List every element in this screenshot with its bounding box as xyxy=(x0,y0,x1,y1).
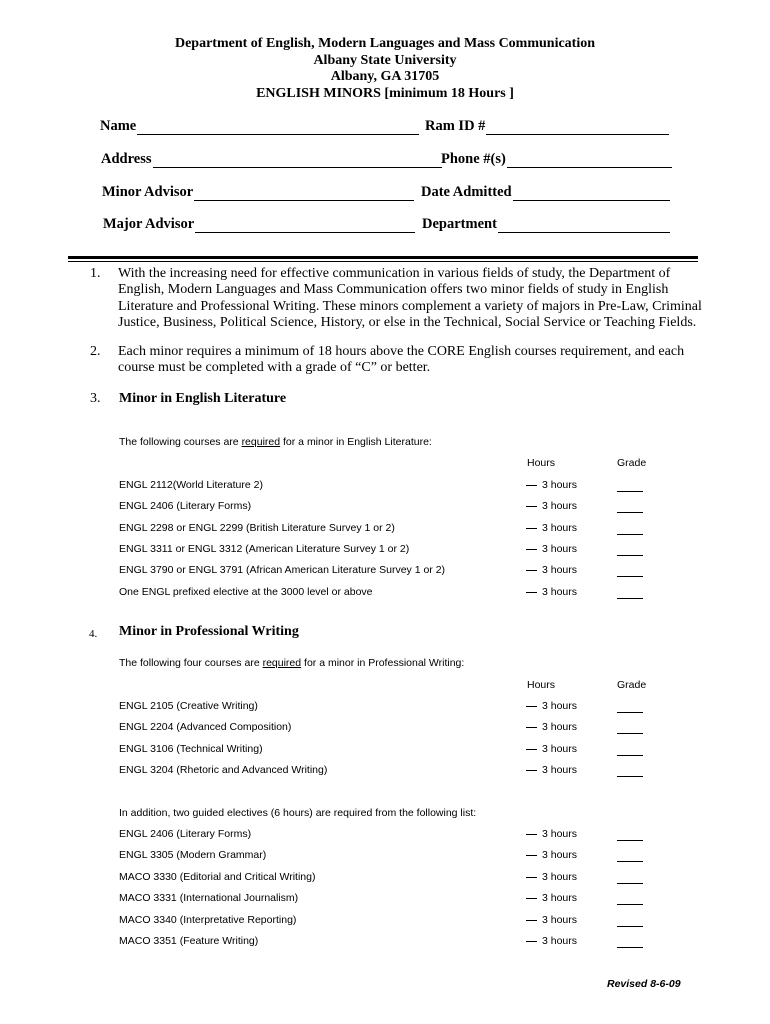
writing-section-title: Minor in Professional Writing xyxy=(119,624,299,639)
course-hours: 3 hours xyxy=(542,849,578,862)
literature-course-row xyxy=(0,564,770,578)
item-1-number: 1. xyxy=(90,266,101,281)
form-row-4 xyxy=(0,215,770,235)
department-label: Department xyxy=(422,216,497,232)
literature-required-text: required xyxy=(241,436,281,448)
phone-field[interactable] xyxy=(441,150,672,168)
literature-course-row xyxy=(0,479,770,493)
item-2-line: Each minor requires a minimum of 18 hours above the CORE English courses requirement, and each xyxy=(118,344,685,359)
literature-course-row xyxy=(0,522,770,536)
course-name: ENGL 3204 (Rhetoric and Advanced Writing) xyxy=(119,763,328,776)
item-3-number: 3. xyxy=(90,391,101,406)
item-4-number: 4. xyxy=(89,628,98,640)
course-name: ENGL 2204 (Advanced Composition) xyxy=(119,721,292,734)
dash-mark xyxy=(526,592,537,593)
writing-grade-header: Grade xyxy=(617,679,647,691)
dash-mark xyxy=(526,834,537,835)
ram-id-line[interactable] xyxy=(486,118,669,135)
date-admitted-line[interactable] xyxy=(513,184,670,201)
elective-course-row xyxy=(0,914,770,928)
grade-blank[interactable] xyxy=(617,733,643,734)
name-field[interactable] xyxy=(100,117,419,135)
divider-thin xyxy=(68,261,698,262)
literature-intro xyxy=(119,436,432,448)
revision-date: Revised 8-6-09 xyxy=(607,978,681,990)
dash-mark xyxy=(526,485,537,486)
course-hours: 3 hours xyxy=(542,828,578,840)
item-1-line: With the increasing need for effective communication in various fields of study, the Department of xyxy=(118,266,671,281)
course-hours: 3 hours xyxy=(542,521,578,534)
elective-course-row xyxy=(0,828,770,842)
course-name: ENGL 2406 (Literary Forms) xyxy=(119,828,252,840)
form-row-2 xyxy=(0,150,770,170)
grade-blank[interactable] xyxy=(617,491,643,492)
grade-blank[interactable] xyxy=(617,512,643,513)
form-row-1 xyxy=(0,117,770,137)
department-line[interactable] xyxy=(498,216,670,233)
course-name: MACO 3351 (Feature Writing) xyxy=(119,935,259,947)
course-name: ENGL 2105 (Creative Writing) xyxy=(119,700,258,712)
course-name: ENGL 2112(World Literature 2) xyxy=(119,479,263,491)
course-hours: 3 hours xyxy=(542,585,578,598)
item-1-line: Literature and Professional Writing. These minors complement a variety of majors in Pre-Law, Criminal xyxy=(118,298,702,314)
grade-blank[interactable] xyxy=(617,776,643,777)
writing-course-row xyxy=(0,700,770,714)
course-hours: 3 hours xyxy=(542,564,578,577)
university-location: Albany, GA 31705 xyxy=(330,69,440,84)
grade-blank[interactable] xyxy=(617,712,643,713)
ram-id-field[interactable] xyxy=(425,117,669,135)
major-advisor-field[interactable] xyxy=(103,215,415,233)
course-name: MACO 3330 (Editorial and Critical Writing) xyxy=(119,870,316,883)
dash-mark xyxy=(526,877,537,878)
department-field[interactable] xyxy=(422,215,670,233)
minor-advisor-field[interactable] xyxy=(102,183,414,201)
literature-intro-after: for a minor in English Literature: xyxy=(280,436,432,448)
grade-blank[interactable] xyxy=(617,861,643,862)
course-hours: 3 hours xyxy=(542,721,578,734)
dash-mark xyxy=(526,528,537,529)
grade-blank[interactable] xyxy=(617,904,643,905)
minor-advisor-label: Minor Advisor xyxy=(102,184,194,200)
course-name: ENGL 3311 or ENGL 3312 (American Literature Survey 1 or 2) xyxy=(119,542,410,555)
item-1-text xyxy=(118,266,702,331)
course-name: MACO 3331 (International Journalism) xyxy=(119,892,299,905)
course-hours: 3 hours xyxy=(542,913,578,926)
minor-advisor-line[interactable] xyxy=(194,184,414,201)
course-name: ENGL 2298 or ENGL 2299 (British Literature Survey 1 or 2) xyxy=(119,521,395,534)
name-line[interactable] xyxy=(137,118,419,135)
major-advisor-label: Major Advisor xyxy=(103,216,195,232)
grade-blank[interactable] xyxy=(617,883,643,884)
dash-mark xyxy=(526,920,537,921)
writing-intro-before: The following four courses are xyxy=(119,657,263,669)
writing-course-row xyxy=(0,743,770,757)
form-row-3 xyxy=(0,183,770,203)
address-line[interactable] xyxy=(153,151,442,168)
grade-blank[interactable] xyxy=(617,947,643,948)
item-2-number: 2. xyxy=(90,344,101,359)
document-header xyxy=(0,36,770,102)
dash-mark xyxy=(526,706,537,707)
grade-blank[interactable] xyxy=(617,598,643,599)
dash-mark xyxy=(526,749,537,750)
major-advisor-line[interactable] xyxy=(195,216,415,233)
grade-blank[interactable] xyxy=(617,755,643,756)
electives-intro: In addition, two guided electives (6 hours) are required from the following list: xyxy=(119,807,477,819)
writing-hours-header: Hours xyxy=(527,679,556,691)
course-name: ENGL 2406 (Literary Forms) xyxy=(119,500,252,513)
dash-mark xyxy=(526,506,537,507)
writing-course-row xyxy=(0,764,770,778)
date-admitted-label: Date Admitted xyxy=(421,184,512,200)
course-hours: 3 hours xyxy=(542,700,578,712)
grade-blank[interactable] xyxy=(617,926,643,927)
item-2-text xyxy=(118,344,685,377)
dash-mark xyxy=(526,898,537,899)
dash-mark xyxy=(526,941,537,942)
address-field[interactable] xyxy=(101,150,442,168)
dash-mark xyxy=(526,549,537,550)
grade-blank[interactable] xyxy=(617,555,643,556)
course-hours: 3 hours xyxy=(542,892,578,905)
grade-blank[interactable] xyxy=(617,840,643,841)
course-name: ENGL 3305 (Modern Grammar) xyxy=(119,849,267,862)
phone-label: Phone #(s) xyxy=(441,151,506,167)
address-label: Address xyxy=(101,151,152,167)
literature-course-row xyxy=(0,500,770,514)
writing-intro xyxy=(119,657,464,669)
name-label: Name xyxy=(100,118,137,134)
course-name: ENGL 3106 (Technical Writing) xyxy=(119,742,263,755)
dash-mark xyxy=(526,770,537,771)
grade-blank[interactable] xyxy=(617,576,643,577)
writing-intro-after: for a minor in Professional Writing: xyxy=(301,657,465,669)
university-name: Albany State University xyxy=(313,52,457,68)
elective-course-row xyxy=(0,871,770,885)
course-name: MACO 3340 (Interpretative Reporting) xyxy=(119,913,297,926)
course-hours: 3 hours xyxy=(542,870,578,883)
grade-blank[interactable] xyxy=(617,534,643,535)
literature-grade-header: Grade xyxy=(617,457,647,469)
elective-course-row xyxy=(0,935,770,949)
course-hours: 3 hours xyxy=(542,542,578,555)
department-title: Department of English, Modern Languages and Mass Communication xyxy=(174,36,596,51)
literature-section-title: Minor in English Literature xyxy=(119,391,287,406)
course-hours: 3 hours xyxy=(542,763,578,776)
item-1-line: English, Modern Languages and Mass Communication offers two minor fields of study in English xyxy=(118,282,669,298)
course-hours: 3 hours xyxy=(542,935,578,947)
course-name: ENGL 3790 or ENGL 3791 (African American Literature Survey 1 or 2) xyxy=(119,564,446,577)
course-hours: 3 hours xyxy=(542,742,578,755)
item-1-line: Justice, Business, Political Science, History, or else in the Technical, Social Service or Teaching Fields. xyxy=(118,314,697,330)
divider-thick xyxy=(68,256,698,259)
elective-course-row xyxy=(0,849,770,863)
writing-required-text: required xyxy=(262,657,302,669)
literature-course-row xyxy=(0,586,770,600)
literature-course-row xyxy=(0,543,770,557)
date-admitted-field[interactable] xyxy=(421,183,670,201)
phone-line[interactable] xyxy=(507,151,672,168)
ram-id-label: Ram ID # xyxy=(425,118,486,134)
elective-course-row xyxy=(0,892,770,906)
literature-intro-before: The following courses are xyxy=(119,436,242,448)
course-hours: 3 hours xyxy=(542,479,578,491)
course-hours: 3 hours xyxy=(542,500,578,513)
dash-mark xyxy=(526,727,537,728)
writing-course-row xyxy=(0,721,770,735)
dash-mark xyxy=(526,570,537,571)
course-name: One ENGL prefixed elective at the 3000 level or above xyxy=(119,585,373,598)
literature-hours-header: Hours xyxy=(527,457,556,469)
dash-mark xyxy=(526,855,537,856)
form-title: ENGLISH MINORS [minimum 18 Hours ] xyxy=(256,85,514,101)
item-2-line: course must be completed with a grade of “C” or better. xyxy=(118,360,431,376)
